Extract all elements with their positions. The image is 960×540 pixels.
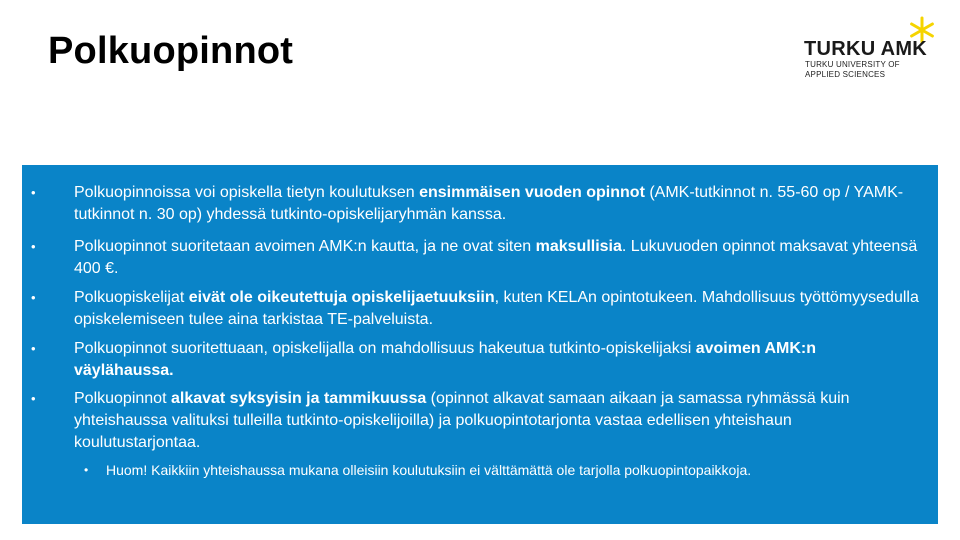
bullet-emphasis: maksullisia: [535, 238, 622, 255]
logo-subtitle-line1: TURKU UNIVERSITY OF: [805, 60, 900, 69]
turku-amk-logo: [800, 16, 945, 82]
sub-bullet-text: Huom! Kaikkiin yhteishaussa mukana olleisiin koulutuksiin ei välttämättä ole tarjolla polkuopintopaikkoja.: [106, 462, 752, 478]
bullet-dot: •: [31, 391, 36, 406]
bullet-text: Polkuopinnot alkavat syksyisin ja tammikuussa (opinnot alkavat samaan aikaan ja samassa ryhmässä kuin yhteishaussa valituksi tulleilla tutkinto-opiskelijoilla) ja polkuopintotarjonta vastaa edellisen yhteishaun koulutustarjontaa.: [74, 390, 850, 451]
bullet-emphasis: eivät ole oikeutettuja opiskelijaetuuksiin: [188, 289, 495, 306]
bullet-dot: •: [31, 341, 36, 356]
logo-subtitle-line2: APPLIED SCIENCES: [805, 70, 886, 79]
bullet-dot: •: [31, 290, 36, 305]
bullet-text: Polkuopinnot suoritetaan avoimen AMK:n kautta, ja ne ovat siten maksullisia. Lukuvuoden opinnot maksavat yhteensä 400 €.: [74, 238, 918, 277]
bullet-emphasis: avoimen AMK:n väylähaussa.: [74, 340, 817, 379]
bullet-emphasis: ensimmäisen vuoden opinnot: [419, 184, 645, 201]
logo-name: TURKU AMK: [804, 38, 928, 60]
bullet-emphasis: alkavat syksyisin ja tammikuussa: [170, 390, 427, 407]
bullet-dot: •: [31, 185, 36, 200]
logo-subtitle: [805, 60, 900, 80]
bullet-text: Polkuopinnot suoritettuaan, opiskelijalla on mahdollisuus hakeutua tutkinto-opiskelijaksi avoimen AMK:n väylähaussa.: [74, 340, 817, 379]
bullet-dot: •: [31, 239, 36, 254]
content-panel: [22, 165, 938, 524]
page-title: Polkuopinnot: [48, 30, 294, 72]
bullet-dot: •: [84, 463, 89, 477]
bullet-text: Polkuopiskelijat eivät ole oikeutettuja opiskelijaetuuksiin, kuten KELAn opintotukeen. Mahdollisuus työttömyysedulla opiskelemiseen tulee aina tarkistaa TE-palveluista.: [74, 289, 919, 328]
bullet-text: Polkuopinnoissa voi opiskella tietyn koulutuksen ensimmäisen vuoden opinnot (AMK-tutkinnot n. 55-60 op / YAMK-tutkinnot n. 30 op) yhdessä tutkinto-opiskelijaryhmän kanssa.: [74, 184, 904, 223]
